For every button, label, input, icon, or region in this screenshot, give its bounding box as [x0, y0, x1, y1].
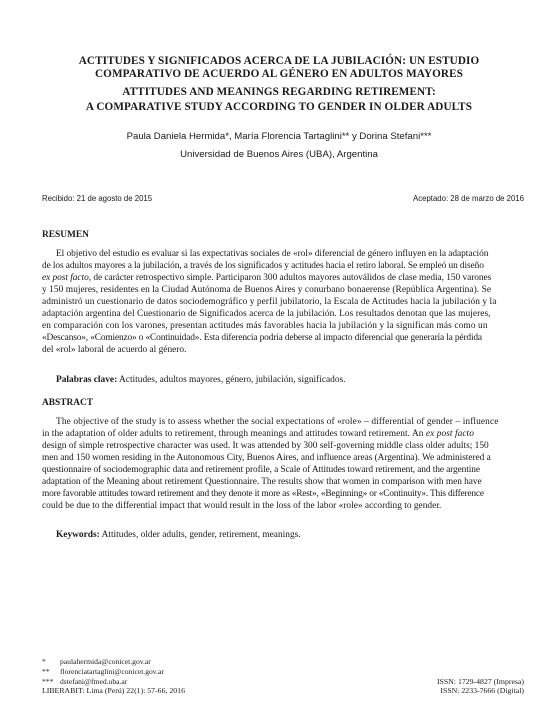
abstract-line: questionnaire of sociodemographic data and retirement profile, a Scale of Attitudes toward retirement, and the argentine	[42, 465, 480, 476]
footnote-email[interactable]: dstefani@fmed.uba.ar	[60, 677, 128, 686]
abstract-line: in the adaptation of older adults to retirement, through meanings and attitudes toward retirement. An ex post facto	[42, 429, 474, 440]
title-english-line-2: A COMPARATIVE STUDY ACCORDING TO GENDER IN OLDER ADULTS	[85, 101, 473, 113]
abstract-line: could be due to the differential impact that would result in the loss of the labor «role» according to gender.	[42, 501, 442, 512]
keywords-english	[56, 529, 301, 541]
italic-term: ex post facto	[425, 429, 474, 440]
resumen-line: El objetivo del estudio es evaluar si las expectativas sociales de «rol» diferencial de género influyen en la adaptación	[56, 249, 489, 259]
resumen-line: de los adultos mayores a la jubilación, a través de los significados y actitudes hacia el retiro laboral. Se empleó un diseño	[42, 261, 484, 272]
resumen-line: ex post facto, de carácter retrospectivo simple. Participaron 300 adultos mayores autoválidos de clase media, 150 varones	[42, 273, 492, 284]
footnote-email[interactable]: paulahermida@conicet.gov.ar	[60, 657, 151, 666]
resumen-heading: RESUMEN	[42, 230, 89, 240]
title-spanish-line-1: ACTITUDES Y SIGNIFICADOS ACERCA DE LA JUBILACIÓN: UN ESTUDIO	[78, 55, 480, 67]
issn-digital: ISSN: 2233-7666 (Digital)	[440, 686, 524, 695]
resumen-line: del «rol» laboral de acuerdo al género.	[42, 345, 187, 356]
abstract-line: more favorable attitudes toward retirement and they denote it more as «Rest», «Beginning» or «Continuity». This difference	[42, 489, 484, 500]
keywords-spanish	[56, 374, 346, 386]
journal-citation: LIBERABIT: Lima (Perú) 22(1): 57-66, 2016	[42, 686, 185, 695]
abstract-paragraph	[42, 416, 524, 512]
footnote-mark: ***	[42, 677, 54, 686]
footnote-mark: *	[42, 657, 46, 666]
abstract-line: men and 150 women residing in the Autonomous City, Buenos Aires, and influence areas (Argentina). We administered a	[42, 453, 491, 464]
affiliation: Universidad de Buenos Aires (UBA), Argentina	[180, 149, 378, 160]
resumen-paragraph	[42, 248, 524, 356]
accepted-date: Aceptado: 28 de marzo de 2016	[413, 194, 524, 203]
abstract-line: adaptation of the Meaning about retirement Questionnaire. The results show that women in comparison with men have	[42, 477, 482, 488]
abstract-line: The objective of the study is to assess whether the social expectations of «role» – differential of gender – influence	[56, 417, 499, 427]
received-date: Recibido: 21 de agosto de 2015	[42, 194, 153, 203]
title-spanish-line-2: COMPARATIVO DE ACUERDO AL GÉNERO EN ADULTOS MAYORES	[94, 68, 463, 80]
resumen-line: administró un cuestionario de datos sociodemográfico y perfil jubilatorio, la Escala de Actitudes hacia la jubilación y la	[42, 297, 497, 308]
resumen-line: en comparación con los varones, presentan actitudes más favorables hacia la jubilación y la significan más como un	[42, 321, 488, 332]
resumen-line: «Descanso», «Comienzo» o «Continuidad». Esta diferencia podría deberse al impacto diferencial que generaría la pérdida	[42, 333, 482, 344]
footnote-mark: **	[42, 667, 50, 676]
keywords-spanish-label: Palabras clave:	[56, 375, 118, 385]
keywords-english-list: Attitudes, older adults, gender, retirement, meanings.	[101, 530, 301, 540]
footnote-email[interactable]: florenciatartaglini@conicet.gov.ar	[60, 667, 164, 676]
footnote-author-1	[42, 657, 151, 668]
title-english-line-1: ATTITUDES AND MEANINGS REGARDING RETIREMENT:	[122, 86, 436, 98]
abstract-line: design of simple retrospective character was used. It was attended by 300 self-governing middle class older adults; 150	[42, 441, 489, 452]
footnote-author-2	[42, 667, 164, 678]
authors: Paula Daniela Hermida*, María Florencia Tartaglini** y Dorina Stefani***	[126, 131, 432, 142]
keywords-spanish-list: Actitudes, adultos mayores, género, jubilación, significados.	[119, 375, 346, 385]
italic-term: ex post facto	[42, 273, 89, 284]
keywords-english-label: Keywords:	[56, 530, 100, 540]
resumen-line: adaptación argentina del Cuestionario de Significados acerca de la jubilación. Los resultados denotan que las mujeres,	[42, 309, 491, 320]
abstract-heading: ABSTRACT	[42, 398, 94, 408]
resumen-line: y 150 mujeres, residentes en la Ciudad Autónoma de Buenos Aires y conurbano bonaerense (República Argentina). Se	[42, 285, 492, 296]
issn-print: ISSN: 1729-4827 (Impresa)	[436, 677, 524, 686]
